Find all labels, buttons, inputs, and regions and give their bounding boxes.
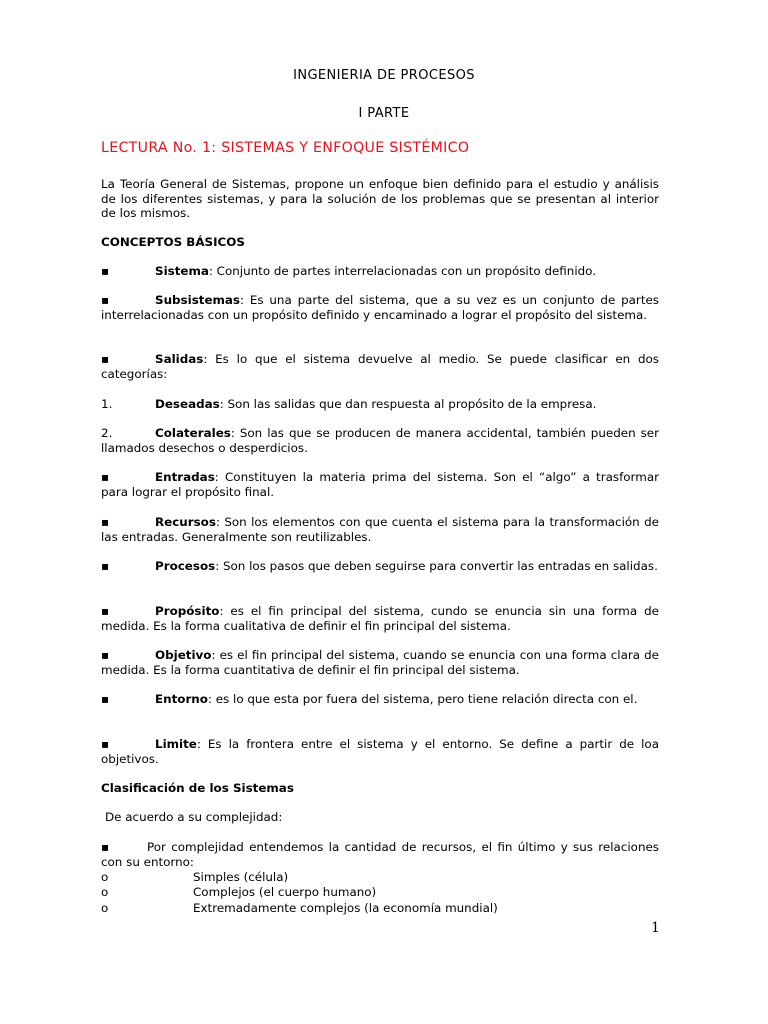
document-title: INGENIERIA DE PROCESOS <box>293 68 475 83</box>
bullet-mark: ▪ <box>101 293 110 307</box>
definition: : Son las que se producen de manera accidental, también pueden ser llamados desechos o desperdicios. <box>101 426 659 455</box>
term: Colaterales <box>155 426 231 440</box>
bullet-mark: ▪ <box>101 692 110 706</box>
bullet-sistema <box>101 264 659 279</box>
term: Recursos <box>155 515 216 529</box>
clasificacion-heading: Clasificación de los Sistemas <box>101 781 294 795</box>
term: Procesos <box>155 559 216 573</box>
term: Propósito <box>155 604 220 618</box>
term: Deseadas <box>155 397 220 411</box>
definition: : Constituyen la materia prima del sistema. Son el “algo” a trasformar para lograr el propósito final. <box>101 470 659 499</box>
definition: : Es lo que el sistema devuelve al medio. Se puede clasificar en dos categorías: <box>101 352 659 381</box>
bullet-mark: ▪ <box>101 515 110 529</box>
definition: : Es una parte del sistema, que a su vez es un conjunto de partes interrelacionadas con un propósito definido y encaminado a lograr el propósito del sistema. <box>101 293 659 322</box>
document-part: I PARTE <box>358 106 410 121</box>
bullet-mark: ▪ <box>101 737 110 751</box>
bullet-limite <box>101 737 659 766</box>
bullet-mark: ▪ <box>101 470 110 484</box>
definition: : Son las salidas que dan respuesta al propósito de la empresa. <box>219 397 597 411</box>
sub-mark: o <box>101 901 109 915</box>
page-number: 1 <box>651 920 660 936</box>
bullet-proposito <box>101 604 659 633</box>
bullet-objetivo <box>101 648 659 677</box>
definition: : Conjunto de partes interrelacionadas con un propósito definido. <box>208 264 597 278</box>
bullet-recursos <box>101 515 659 544</box>
numbered-colaterales <box>101 426 659 455</box>
bullet-mark: ▪ <box>101 840 110 854</box>
sub-mark: o <box>101 870 109 884</box>
term: Objetivo <box>155 648 212 662</box>
bullet-entorno <box>101 692 659 707</box>
term: Subsistemas <box>155 293 241 307</box>
term: Limite <box>155 737 197 751</box>
lectura-heading: LECTURA No. 1: SISTEMAS Y ENFOQUE SISTÉMICO <box>101 140 470 156</box>
sub-item-text: Complejos (el cuerpo humano) <box>193 885 377 899</box>
bullet-procesos <box>101 559 659 574</box>
bullet-mark: ▪ <box>101 559 110 573</box>
intro-paragraph: La Teoría General de Sistemas, propone un enfoque bien definido para el estudio y análisis de los diferentes sistemas, y para la solución de los problemas que se presentan al interior de los mismos. <box>101 177 659 221</box>
term: Entorno <box>155 692 208 706</box>
sub-mark: o <box>101 885 109 899</box>
bullet-mark: ▪ <box>101 264 110 278</box>
item-number: 1. <box>101 397 113 411</box>
sub-item-text: Simples (célula) <box>193 870 289 884</box>
bullet-entradas <box>101 470 659 499</box>
bullet-mark: ▪ <box>101 648 110 662</box>
bullet-mark: ▪ <box>101 604 110 618</box>
term: Salidas <box>155 352 204 366</box>
definition: : Son los pasos que deben seguirse para convertir las entradas en salidas. <box>215 559 658 573</box>
term: Sistema <box>155 264 209 278</box>
item-number: 2. <box>101 426 113 440</box>
acuerdo-line: De acuerdo a su complejidad: <box>105 810 283 824</box>
numbered-deseadas <box>101 397 659 412</box>
definition: : Es la frontera entre el sistema y el entorno. Se define a partir de loa objetivos. <box>101 737 659 766</box>
sub-item-text: Extremadamente complejos (la economía mundial) <box>193 901 498 915</box>
bullet-subsistemas <box>101 293 659 322</box>
bullet-mark: ▪ <box>101 352 110 366</box>
bullet-salidas <box>101 352 659 381</box>
term: Entradas <box>155 470 215 484</box>
conceptos-heading: CONCEPTOS BÁSICOS <box>101 235 245 249</box>
definition: Por complejidad entendemos la cantidad de recursos, el fin último y sus relaciones con su entorno: <box>101 840 659 869</box>
definition: : es el fin principal del sistema, cuando se enuncia con una forma clara de medida. Es la forma cuantitativa de definir el fin principal del sistema. <box>101 648 659 677</box>
definition: : es el fin principal del sistema, cundo se enuncia sin una forma de medida. Es la forma cualitativa de definir el fin principal del sistema. <box>101 604 659 633</box>
definition: : es lo que esta por fuera del sistema, pero tiene relación directa con el. <box>207 692 638 706</box>
definition: : Son los elementos con que cuenta el sistema para la transformación de las entradas. Generalmente son reutilizables. <box>101 515 659 544</box>
bullet-complejidad <box>101 840 659 869</box>
